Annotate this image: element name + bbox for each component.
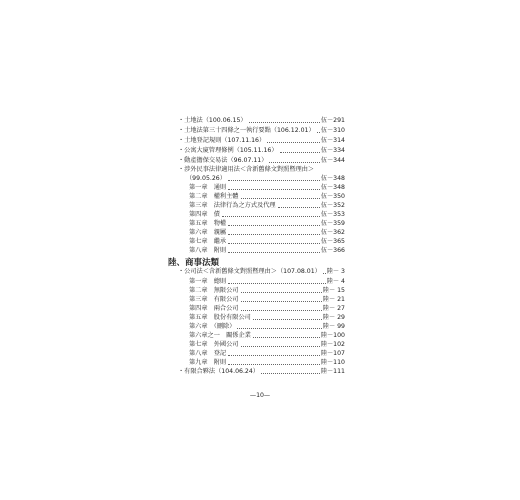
toc-chapter-title: 第一章 通則 xyxy=(189,184,227,191)
toc-entry-company-law xyxy=(178,268,345,276)
dot-leader xyxy=(278,207,320,208)
dot-leader xyxy=(323,273,326,274)
toc-entry-page: 伍－348 xyxy=(320,175,345,182)
toc-entry-page: 伍－344 xyxy=(320,157,345,164)
toc-entry-title: ・土地法第三十四條之一執行要點（106.12.01） xyxy=(178,127,315,134)
toc-chapter-title: 第三章 法律行為之方式及代理 xyxy=(189,202,276,209)
toc-entry-land-act xyxy=(178,117,345,125)
toc-chapter-title: 第四章 債 xyxy=(189,211,220,218)
toc-chapter-title: 第八章 登記 xyxy=(189,350,227,357)
toc-entry-page: 陸－111 xyxy=(320,368,345,375)
dot-leader xyxy=(228,364,320,365)
dot-leader xyxy=(228,225,320,226)
dot-leader xyxy=(241,198,320,199)
dot-leader xyxy=(280,152,320,153)
toc-chapter-page: 陸－ 15 xyxy=(322,287,345,294)
dot-leader xyxy=(241,292,322,293)
toc-chapter xyxy=(189,287,345,295)
toc-entry-title: ・土地法（100.06.15） xyxy=(178,117,247,124)
toc-chapter-page: 伍－352 xyxy=(320,202,345,209)
toc-chapter xyxy=(189,350,345,358)
toc-chapter-title: 第七章 外國公司 xyxy=(189,341,239,348)
toc-chapter-page: 陸－107 xyxy=(320,350,345,357)
toc-entry-page: 伍－334 xyxy=(320,147,345,154)
toc-chapter-title: 第六章 親屬 xyxy=(189,229,227,236)
toc-chapter xyxy=(189,323,345,331)
toc-chapter-page: 伍－353 xyxy=(320,211,345,218)
section-heading: 陸、商事法類 xyxy=(168,258,220,268)
toc-entry-title: ・公寓大廈管理條例（105.11.16） xyxy=(178,147,278,154)
toc-chapter xyxy=(189,202,345,210)
toc-entry-page: 伍－291 xyxy=(320,117,345,124)
dot-leader xyxy=(241,310,322,311)
toc-entry-chattel-secured xyxy=(178,157,345,165)
toc-entry-title: ・有限合夥法（104.06.24） xyxy=(178,368,259,375)
dot-leader xyxy=(241,301,322,302)
toc-entry-title: ・動產擔保交易法（96.07.11） xyxy=(178,157,268,164)
toc-chapter-title: 第七章 繼承 xyxy=(189,238,227,245)
toc-chapter xyxy=(189,211,345,219)
toc-chapter-page: 伍－359 xyxy=(320,220,345,227)
toc-chapter xyxy=(189,341,345,349)
dot-leader xyxy=(267,142,320,143)
toc-chapter-title: 第五章 物權 xyxy=(189,220,227,227)
toc-chapter-title: 第六章 （刪除） xyxy=(189,323,236,330)
toc-chapter-page: 陸－102 xyxy=(320,341,345,348)
toc-chapter xyxy=(189,238,345,246)
toc-chapter-page: 伍－366 xyxy=(320,247,345,254)
toc-chapter-page: 伍－350 xyxy=(320,193,345,200)
toc-entry-page: 伍－314 xyxy=(320,137,345,144)
dot-leader xyxy=(228,234,320,235)
toc-chapter-title: 第二章 無限公司 xyxy=(189,287,239,294)
dot-leader xyxy=(249,122,320,123)
toc-chapter-title: 第八章 附則 xyxy=(189,247,227,254)
toc-chapter xyxy=(189,296,345,304)
toc-entry-page: 伍－310 xyxy=(320,127,345,134)
dot-leader xyxy=(269,162,319,163)
toc-entry-title: ・土地登記規則（107.11.16） xyxy=(178,137,266,144)
toc-chapter xyxy=(189,247,345,255)
toc-chapter xyxy=(189,184,345,192)
dot-leader xyxy=(228,243,320,244)
dot-leader xyxy=(222,216,320,217)
dot-leader xyxy=(228,189,320,190)
toc-chapter-page: 陸－ 21 xyxy=(322,296,345,303)
toc-chapter xyxy=(189,314,345,322)
dot-leader xyxy=(237,328,321,329)
toc-entry-land-act-art34 xyxy=(178,127,345,135)
toc-chapter-page: 伍－348 xyxy=(320,184,345,191)
toc-entry-condominium xyxy=(178,147,345,155)
dot-leader xyxy=(261,373,320,374)
toc-chapter-page: 陸－ 27 xyxy=(322,305,345,312)
dot-leader xyxy=(241,346,320,347)
toc-chapter-page: 伍－362 xyxy=(320,229,345,236)
toc-chapter-title: 第四章 兩合公司 xyxy=(189,305,239,312)
toc-entry-page: 陸－ 3 xyxy=(326,268,345,275)
toc-chapter xyxy=(189,220,345,228)
toc-entry-title: ・公司法＜含新舊條文對照暨理由＞（107.08.01） xyxy=(178,268,321,275)
toc-entry-title: （99.05.26） xyxy=(186,175,226,182)
toc-chapter-title: 第一章 總則 xyxy=(189,278,227,285)
toc-entry-foreign-law xyxy=(186,175,345,183)
toc-entry-land-registration xyxy=(178,137,345,145)
toc-chapter-page: 陸－ 99 xyxy=(322,323,345,330)
toc-chapter-title: 第五章 股份有限公司 xyxy=(189,314,251,321)
toc-chapter-title: 第九章 附則 xyxy=(189,359,227,366)
dot-leader xyxy=(228,283,326,284)
toc-chapter-title: 第三章 有限公司 xyxy=(189,296,239,303)
toc-entry-limited-partnership xyxy=(178,368,345,376)
toc-chapter-page: 陸－ 4 xyxy=(326,278,345,285)
toc-chapter xyxy=(189,359,345,367)
toc-entry-foreign-law-title: ・涉外民事法律適用法＜含新舊條文對照暨理由＞ xyxy=(178,166,315,173)
dot-leader xyxy=(228,355,320,356)
toc-chapter xyxy=(189,305,345,313)
toc-chapter-title: 第二章 權利主體 xyxy=(189,193,239,200)
dot-leader xyxy=(253,337,320,338)
toc-chapter xyxy=(189,193,345,201)
toc-chapter-title: 第六章之一 關係企業 xyxy=(189,332,251,339)
toc-chapter xyxy=(189,332,345,340)
toc-chapter xyxy=(189,278,345,286)
toc-chapter-page: 陸－ 29 xyxy=(322,314,345,321)
toc-chapter xyxy=(189,229,345,237)
dot-leader xyxy=(228,180,320,181)
toc-chapter-page: 伍－365 xyxy=(320,238,345,245)
dot-leader xyxy=(228,252,320,253)
dot-leader xyxy=(317,132,320,133)
dot-leader xyxy=(253,319,322,320)
toc-chapter-page: 陸－110 xyxy=(320,359,345,366)
page-number: —10— xyxy=(249,392,271,399)
toc-chapter-page: 陸－100 xyxy=(320,332,345,339)
